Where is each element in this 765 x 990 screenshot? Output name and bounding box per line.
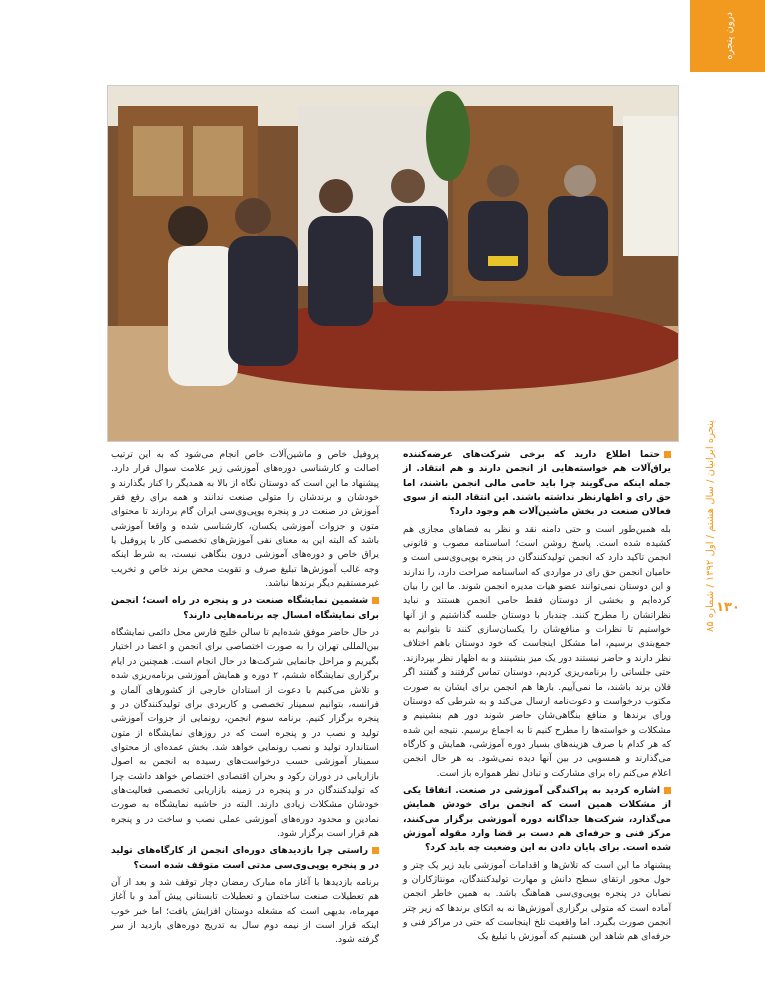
question-bullet-icon (664, 787, 671, 794)
section-tab (690, 0, 765, 72)
answer-3: در حال حاضر موفق شده‌ایم تا سالن خلیج فارس محل دائمی نمایشگاه بین‌المللی تهران را به صورت اختصاصی برای انجمن و اعضا در اختیار بگیریم و مراحل جانمایی شرکت‌ها در حال انجام است. همچنین در ایام برگزاری نمایشگاه ششم، ۲ دوره و همایش آموزشی برنامه‌ریزی شده و تلاش می‌کنیم با دعوت از استادان خارجی از کشورهای آلمان و فرانسه، بتوانیم سمینار تخصصی و کاربردی برای تولیدکنندگان در و پنجره برگزار کنیم. برنامه سوم انجمن، رونمایی از جزوات آموزشی تولید و نصب در و پنجره است که در روزهای نمایشگاه از متون استاندارد تولید و نصب رونمایی خواهد شد. بخش عمده‌ای از محتوای سمینار آموزشی حسب درخواست‌های رسیده به انجمن به اصول بازاریابی در دوران رکود و بحران اقتصادی اختصاص خواهد داشت چرا که تولیدکنندگان در و پنجره در زمینه بازاریابی تخصصی فعالیت‌های خودشان مشکلات زیادی دارند. البته در حاشیه نمایشگاه به صورت نمادین و محدود دوره‌های آموزشی عملی نصب و ساخت در و پنجره هم قرار است برگزار شود. (111, 627, 379, 839)
question-1 (403, 448, 671, 520)
left-column (111, 448, 379, 951)
answer-2: پیشنهاد ما این است که تلاش‌ها و اقدامات آموزشی باید زیر یک چتر و حول محور ارتقای سطح دانش و مهارت تولیدکنندگان، مونتاژکاران و نصابان در پنجره یوپی‌وی‌سی هماهنگ باشد. به همین خاطر انجمن آماده است که متولی برگزاری آموزش‌ها نه به اتکای برندها که زیر چتر انجمن صورت بگیرد. اما واقعیت تلخ اینجاست که حتی در مراکز فنی و حرفه‌ای هم شاهد این هستیم که آموزش با تبلیغ یک (403, 859, 671, 943)
question-3 (111, 594, 379, 623)
question-bullet-icon (372, 847, 379, 854)
question-2-text: اشاره کردید به پراکندگی آموزشی در صنعت. اتفاقا یکی از مشکلات همین است که انجمن برای خودش همایش می‌گذارد، شرکت‌ها جداگانه دوره آموزشی برگزار می‌کنند، مرکز فنی و حرفه‌ای هم دست بر قضا وارد مقوله آموزش شده است. برای پایان دادن به این وضعیت چه باید کرد؟ (403, 784, 671, 854)
answer-4: برنامه بازدیدها با آغاز ماه مبارک رمضان دچار توقف شد و بعد از آن هم تعطیلات صنعت ساختمان و تعطیلات تابستانی پیش آمد و با آغاز مهرماه، بدیهی است که مشغله دوستان افزایش یافت؛ اما خبر خوب اینکه قرار است از نیمه دوم سال به تدریج دوره‌های بازدید از سر گرفته شود. (111, 876, 379, 946)
side-caption: پنجره ایرانیان / سال هشتم / اول ۱۳۹۲ / شماره ۸۵ (705, 420, 716, 632)
meeting-photo (107, 85, 679, 442)
question-4 (111, 844, 379, 873)
question-bullet-icon (664, 451, 671, 458)
answer-1: بله همین‌طور است و حتی دامنه نقد و نظر به فضاهای مجازی هم کشیده شده است. پاسخ روشن است؛ اساسنامه مصوب و قانونی انجمن تاکید دارد که انجمن تولیدکنندگان در پنجره یوپی‌وی‌سی است و حامیان انجمن حق رای در مواردی که اساسنامه صراحت دارد، را ندارند و این دوستان نمی‌توانند عضو هیات مدیره انجمن شوند. ما این را بیان کرده‌ایم و بخشی از دوستان فقط حامی انجمن هستند و نباید نظراتشان را مطرح کنند. چندبار با دوستان جلسه گذاشتیم و از آنها خواستیم تا نظرات و منافع‌شان را یکسان‌سازی کنند تا بتوانیم به جمع‌بندی برسیم، اما مشکل اینجاست که خود دوستان باهم اختلاف نظر دارند و حاضر نیستند دور یک میز بنشینند و به اظهار نظر بپردازند. حتی جلساتی را برنامه‌ریزی کردیم، دوستان تماس گرفتند و گفتند اگر فلان برند باشند، ما نمی‌آییم. بارها هم انجمن برای ایشان به صورت مکتوب درخواست و دعوت‌نامه ارسال می‌کند و به شرطی که دوستان ورای برندها و منافع بنگاهی‌شان حاضر شوند دور هم بنشینیم و مشکلات و خواسته‌ها را مطرح کنیم تا به اجماع برسیم. نتیجه این شده که هر کدام با صرف هزینه‌های بسیار دوره آموزشی، همایش و کارگاه می‌گذارند و همسویی در بین آنها دیده نمی‌شود. به هر حال انجمن اعلام می‌کنم راه برای مشارکت و تبادل نظر همواره باز است. (403, 523, 671, 779)
question-4-text: راستی چرا بازدیدهای دوره‌ای انجمن از کارگاه‌های تولید در و پنجره یوپی‌وی‌سی مدتی است متوقف شده است؟ (111, 845, 379, 871)
section-tab-label: درون پنجره (724, 12, 735, 60)
question-1-text: حتما اطلاع دارید که برخی شرکت‌های عرضه‌کننده یراق‌آلات هم خواسته‌هایی از انجمن دارند و هم انتقاد. از جمله اینکه می‌گویند چرا باید حامی مالی انجمن باشند، اما حق رای و اظهارنظر نداشته باشند. این انتقاد البته از سوی فعالان صنعت در بخش ماشین‌آلات هم وجود دارد؟ (403, 449, 671, 518)
question-2 (403, 784, 671, 856)
right-column (403, 448, 671, 948)
question-3-text: ششمین نمایشگاه صنعت در و پنجره در راه است؛ انجمن برای نمایشگاه امسال چه برنامه‌هایی دارند؟ (111, 595, 379, 621)
page-number: ۱۳۰ (716, 600, 740, 615)
question-bullet-icon (372, 597, 379, 604)
answer-2-continued: پروفیل خاص و ماشین‌آلات خاص انجام می‌شود که به این ترتیب اصالت و کارشناسی دوره‌های آموزشی زیر علامت سوال قرار دارد. پیشنهاد ما این است که دوستان نگاه از بالا به همدیگر را کنار بگذارند و خودشان و برندشان را متولی صنعت ندانند و همه برای رفع فقر آموزش در صنعت در و پنجره یوپی‌وی‌سی ایران گام بردارند تا محتوای متون و جزوات آموزشی یکسان، کارشناسی شده و واقعا آموزشی باشد که البته این به معنای نفی آموزش‌های تخصصی کار با پروفیل یا یراق خاص و دوره‌های آموزشی درون بنگاهی نیست، به شرط اینکه وجه غالب آموزش‌ها تبلیغ صرف و تقویت محض برند خاص و تخریب غیرمستقیم دیگر برندها نباشد. (111, 449, 379, 590)
